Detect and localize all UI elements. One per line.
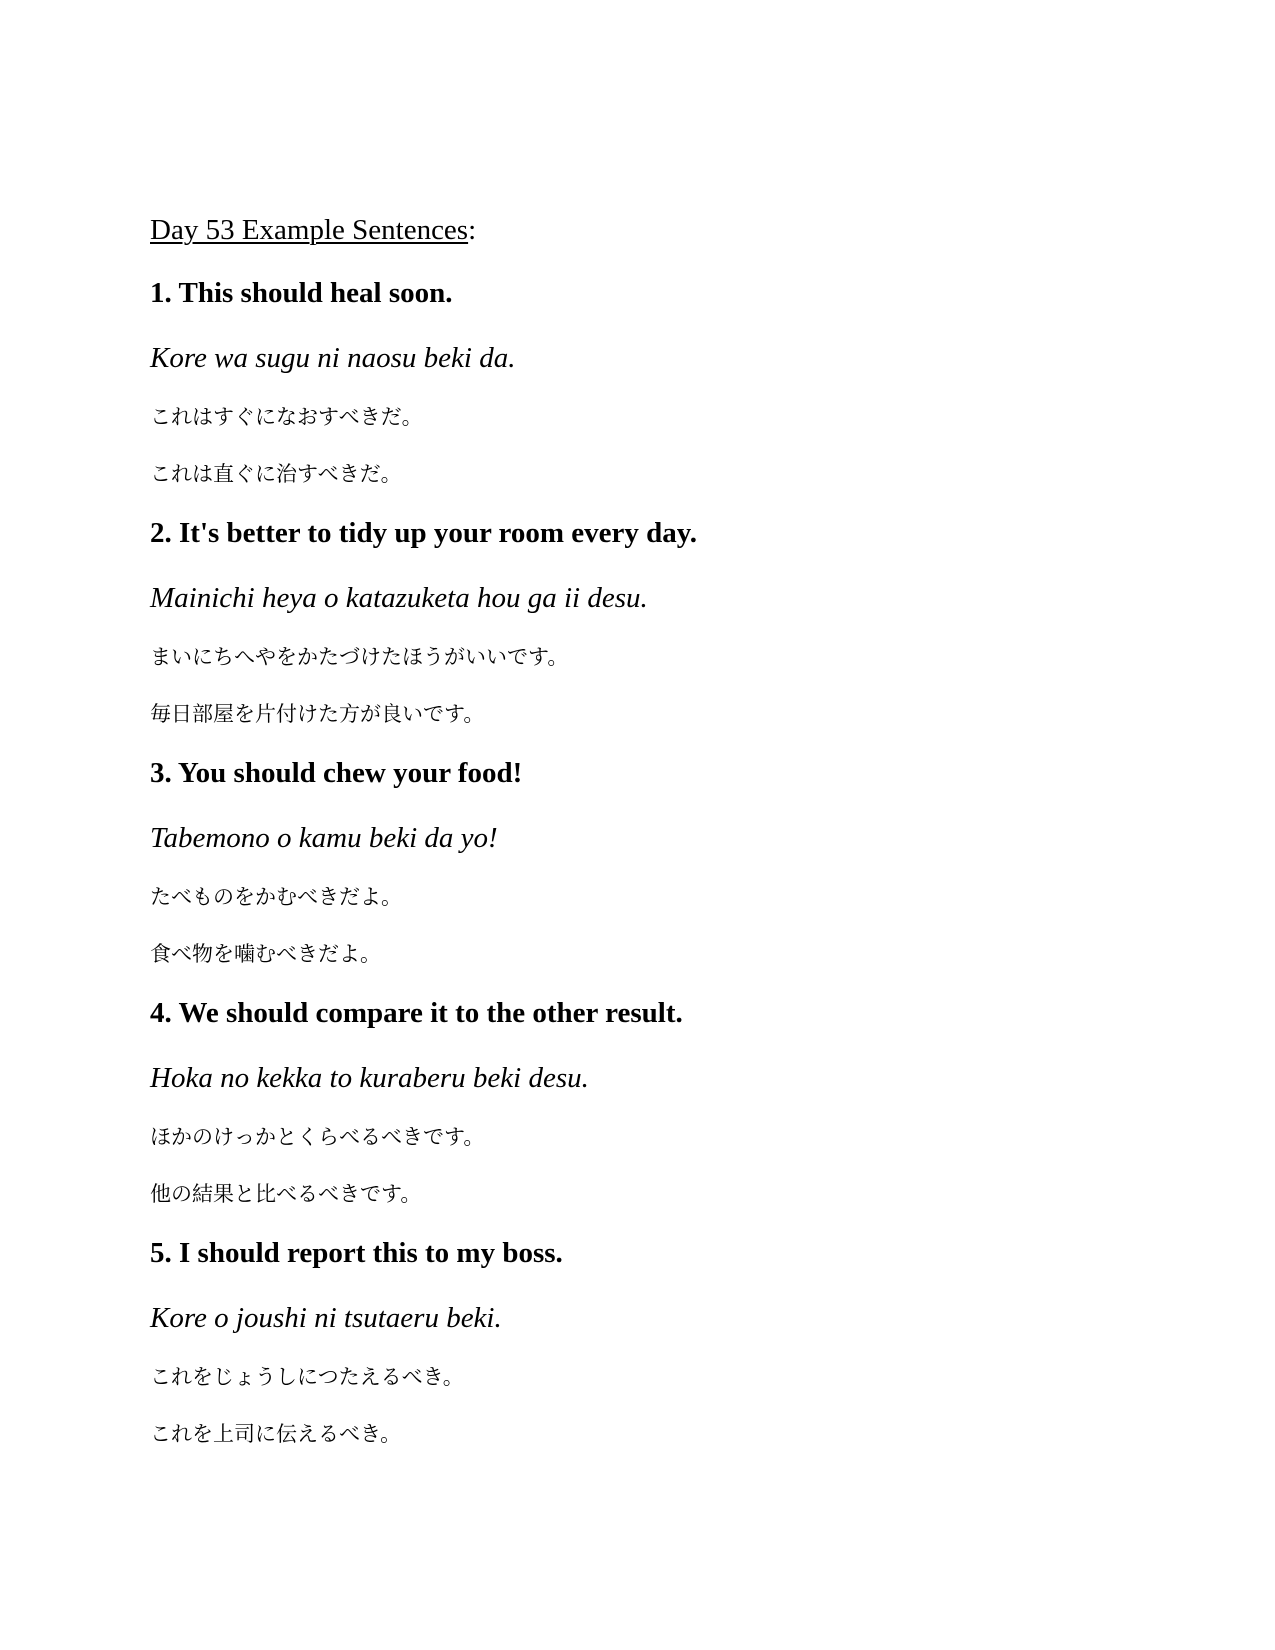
romaji-sentence: Hoka no kekka to kuraberu beki desu. xyxy=(150,1062,589,1094)
english-sentence: 4. We should compare it to the other result. xyxy=(150,997,683,1029)
sentence-block-2 xyxy=(150,515,1150,728)
english-sentence: 3. You should chew your food! xyxy=(150,757,523,789)
page-title-colon: : xyxy=(468,214,477,246)
romaji-sentence: Kore o joushi ni tsutaeru beki. xyxy=(150,1302,502,1334)
english-sentence: 2. It's better to tidy up your room every day. xyxy=(150,517,697,549)
page-title-text: Day 53 Example Sentences xyxy=(150,214,469,246)
kanji-sentence: これは直ぐに治すべきだ。 xyxy=(150,462,402,486)
sentence-block-3 xyxy=(150,755,1150,968)
kanji-sentence: 毎日部屋を片付けた方が良いです。 xyxy=(150,702,485,726)
romaji-sentence: Mainichi heya o katazuketa hou ga ii desu. xyxy=(150,582,648,614)
english-sentence: 1. This should heal soon. xyxy=(150,277,453,309)
sentence-block-1 xyxy=(150,275,1150,488)
kanji-sentence: 他の結果と比べるべきです。 xyxy=(150,1182,422,1206)
kana-sentence: たべものをかむべきだよ。 xyxy=(150,885,402,909)
sentence-block-4 xyxy=(150,995,1150,1208)
kanji-sentence: これを上司に伝えるべき。 xyxy=(150,1422,402,1446)
kanji-sentence: 食べ物を噛むべきだよ。 xyxy=(150,942,381,966)
document-body xyxy=(150,212,1150,1448)
kana-sentence: ほかのけっかとくらべるべきです。 xyxy=(150,1125,485,1149)
romaji-sentence: Kore wa sugu ni naosu beki da. xyxy=(150,342,516,374)
kana-sentence: これはすぐになおすべきだ。 xyxy=(150,405,423,429)
sentence-block-5 xyxy=(150,1235,1150,1448)
page-title xyxy=(150,212,1150,248)
kana-sentence: これをじょうしにつたえるべき。 xyxy=(150,1365,464,1389)
kana-sentence: まいにちへやをかたづけたほうがいいです。 xyxy=(150,645,569,669)
romaji-sentence: Tabemono o kamu beki da yo! xyxy=(150,822,498,854)
english-sentence: 5. I should report this to my boss. xyxy=(150,1237,563,1269)
